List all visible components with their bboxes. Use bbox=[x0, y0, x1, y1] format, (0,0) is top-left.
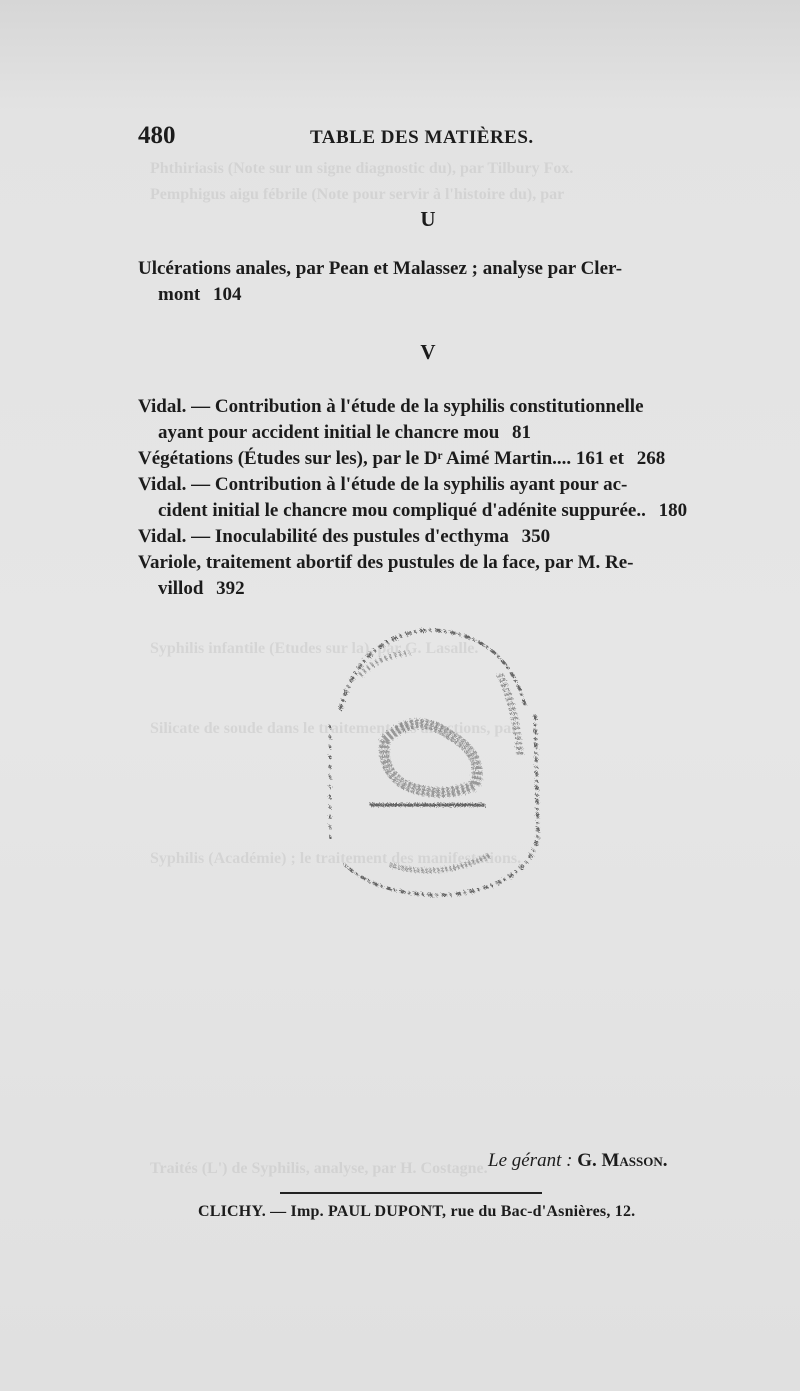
entry-page-number: 350 bbox=[521, 526, 551, 547]
entry-line: Variole, traitement abortif des pustules de la face, par M. Re- bbox=[138, 552, 634, 573]
entry-text: Végétations (Études sur les), par le Dʳ Aimé Martin.... 161 et bbox=[138, 448, 624, 469]
entry-text: mont bbox=[158, 284, 201, 305]
library-stamp bbox=[300, 615, 545, 910]
entry-text: cident initial le chancre mou compliqué d'adénite suppurée.. bbox=[158, 500, 646, 521]
page-number: 480 bbox=[138, 122, 176, 149]
index-entry bbox=[138, 446, 723, 472]
entry-page-number: 104 bbox=[212, 284, 242, 305]
entry-text: Vidal. — Inoculabilité des pustules d'ecthyma bbox=[138, 526, 509, 547]
page-header bbox=[138, 122, 722, 156]
entry-text: ayant pour accident initial le chancre mou bbox=[158, 422, 500, 443]
show-through-text: Pemphigus aigu fébrile (Note pour servir à l'histoire du), par bbox=[150, 186, 565, 203]
index-entry bbox=[138, 472, 723, 524]
index-entry bbox=[138, 256, 723, 308]
entry-page-number: 81 bbox=[512, 422, 532, 443]
entry-last-line bbox=[138, 420, 723, 446]
show-through-text: Traités (L') de Syphilis, analyse, par H. Costagne. bbox=[150, 1160, 488, 1177]
entry-text: villod bbox=[158, 578, 204, 599]
publisher-signature bbox=[488, 1150, 668, 1172]
entry-last-line bbox=[138, 576, 723, 602]
entry-line: Ulcérations anales, par Pean et Malassez ; analyse par Cler- bbox=[138, 258, 623, 279]
footer-rule bbox=[280, 1192, 542, 1194]
entry-line: Vidal. — Contribution à l'étude de la syphilis ayant pour ac- bbox=[138, 474, 628, 495]
entry-page-number: 392 bbox=[216, 578, 245, 599]
entry-page-number: 268 bbox=[636, 448, 666, 469]
entry-last-line bbox=[138, 282, 723, 308]
index-entry bbox=[138, 394, 723, 446]
show-through-text: Syphilis (Académie) ; le traitement des manifestations. bbox=[150, 850, 522, 867]
entry-last-line bbox=[138, 524, 723, 550]
entry-last-line bbox=[138, 498, 723, 524]
entry-line: Vidal. — Contribution à l'étude de la syphilis constitutionnelle bbox=[138, 396, 644, 417]
entry-page-number: 180 bbox=[658, 500, 688, 521]
index-entry bbox=[138, 550, 723, 602]
index-entry bbox=[138, 524, 723, 550]
printer-imprint: CLICHY. — Imp. PAUL DUPONT, rue du Bac-d'Asnières, 12. bbox=[198, 1203, 636, 1220]
gerant-label: Le gérant : bbox=[488, 1150, 573, 1171]
section-letter-v: V bbox=[420, 340, 436, 364]
running-head: TABLE DES MATIÈRES. bbox=[310, 127, 534, 148]
gerant-name: G. Masson. bbox=[577, 1150, 668, 1171]
show-through-text: Phthiriasis (Note sur un signe diagnostic du), par Tilbury Fox. bbox=[150, 160, 574, 177]
show-through-text: Syphilis infantile (Etudes sur la), par G. Lasalle. bbox=[150, 640, 479, 657]
show-through-text: Silicate de soude dans le traitement des affections, par bbox=[150, 720, 519, 737]
section-letter-u: U bbox=[420, 207, 436, 231]
entry-last-line bbox=[138, 446, 723, 472]
